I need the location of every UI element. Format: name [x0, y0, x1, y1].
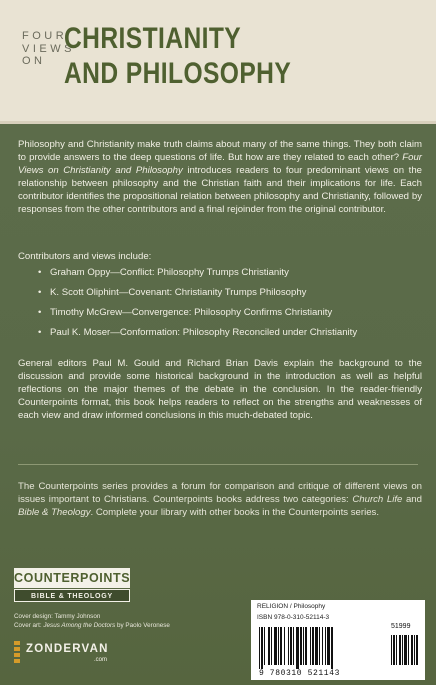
- series-category-bible-theology: Bible & Theology: [18, 507, 91, 518]
- contributors-intro: [18, 250, 422, 263]
- series-lead: The Counterpoints series provides a forum for comparison and critique of different views on issues important to Christians. Counterpoints books address two categories:: [18, 481, 422, 505]
- series-and: and: [402, 494, 422, 505]
- list-item: [38, 286, 410, 306]
- zondervan-wordmark: ZONDERVAN: [26, 643, 109, 655]
- barcode-box: [251, 600, 425, 680]
- list-item: [38, 266, 410, 286]
- cover-credits: [14, 613, 170, 630]
- series-paragraph: [18, 480, 422, 519]
- isbn-label: ISBN 978-0-310-52114-3: [257, 614, 330, 621]
- contributor-text: K. Scott Oliphint—Covenant: Christianity Trumps Philosophy: [50, 287, 307, 298]
- barcode-digits: 9 780310 521143: [259, 669, 341, 678]
- header-divider: [0, 121, 436, 124]
- counterpoints-logo-wordmark: COUNTERPOINTS: [14, 568, 130, 588]
- book-title-line2: AND PHILOSOPHY: [64, 57, 292, 90]
- editors-paragraph: [18, 357, 422, 422]
- editors-paragraph-text: General editors Paul M. Gould and Richard Brian Davis explain the background to the discussion and provide some historical background in the introduction as well as helpful reflections on the major themes of the debate in the conclusion. In the reader-friendly Counterpoints format, this book helps readers to reflect on the strengths and weaknesses of each view and draw informed conclusions in this much-debated topic.: [18, 358, 422, 421]
- contributors-list: [38, 266, 410, 346]
- bullet-icon: •: [38, 327, 42, 338]
- contributor-text: Graham Oppy—Conflict: Philosophy Trumps Christianity: [50, 267, 289, 278]
- counterpoints-logo-subtitle: BIBLE & THEOLOGY: [14, 589, 130, 602]
- four-views-on-label: FOUR VIEWS ON: [22, 30, 75, 67]
- series-category-church-life: Church Life: [352, 494, 403, 505]
- list-item: [38, 326, 410, 346]
- bullet-icon: •: [38, 267, 42, 278]
- contributor-text: Paul K. Moser—Conformation: Philosophy Reconciled under Christianity: [50, 327, 358, 338]
- description-book-title: Four Views on Christianity and Philosophy: [18, 152, 422, 176]
- contributors-intro-text: Contributors and views include:: [18, 251, 152, 262]
- description-lead: Philosophy and Christianity make truth claims about many of the same things. They both claim to provide answers to the deep questions of life. But how are they related to each other?: [18, 139, 422, 163]
- header-band: [0, 0, 436, 124]
- zondervan-mark-icon: [14, 641, 20, 663]
- cover-art-credit: [14, 622, 170, 631]
- description-paragraph: [18, 138, 422, 216]
- cover-design-credit: Cover design: Tammy Johnson: [14, 613, 101, 620]
- zondervan-domain: .com: [94, 657, 108, 663]
- cover-art-prefix: Cover art:: [14, 621, 44, 629]
- counterpoints-logo: [14, 568, 130, 604]
- description-rest: introduces readers to four predominant views on the relationship between philosophy and the Christian faith and their implications for life. Each contributor identifies the propositional relation between philosophy and Christianity, followed by responses from the other contributors and a final rejoinder from the original contributor.: [18, 165, 422, 215]
- barcode-icon: [257, 625, 419, 669]
- bullet-icon: •: [38, 287, 42, 298]
- bisac-category: RELIGION / Philosophy: [257, 603, 326, 610]
- list-item: [38, 306, 410, 326]
- section-divider: [18, 464, 418, 465]
- bullet-icon: •: [38, 307, 42, 318]
- contributor-text: Timothy McGrew—Convergence: Philosophy Confirms Christianity: [50, 307, 333, 318]
- cover-art-suffix: by Paolo Veronese: [115, 621, 170, 629]
- price-code: 51999: [391, 623, 411, 630]
- book-title-line1: CHRISTIANITY: [64, 22, 242, 55]
- series-rest: . Complete your library with other books in the Counterpoints series.: [90, 507, 380, 518]
- cover-art-title: Jesus Among the Doctors: [43, 621, 116, 629]
